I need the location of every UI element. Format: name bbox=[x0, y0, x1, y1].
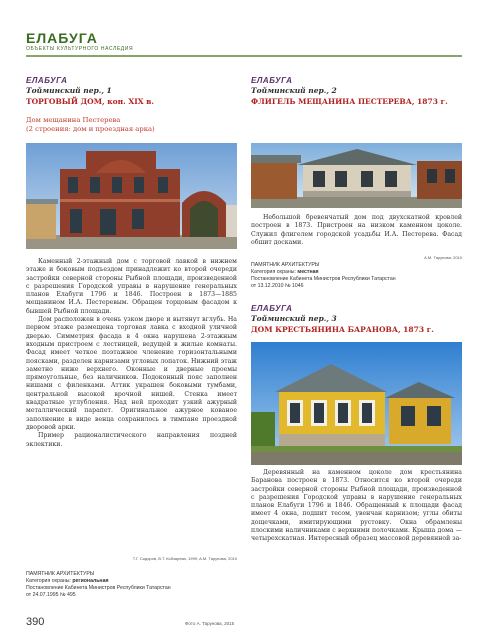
entry1-decree: Постановление Кабинета Министров Республики Татарстан bbox=[26, 585, 171, 591]
entry3-description bbox=[251, 469, 462, 544]
entry2-decree-date: от 13.12.2010 № 1046 bbox=[251, 283, 304, 289]
entry1-street: Тойминский пер., 1 bbox=[26, 86, 112, 95]
entry2-category: местная bbox=[297, 269, 319, 275]
entry1-owner-name: Дом мещанина Пестерева bbox=[26, 116, 121, 124]
entry1-decree-date: от 24.07.1995 № 495 bbox=[26, 592, 76, 598]
header-divider bbox=[26, 55, 462, 57]
entry2-city: ЕЛАБУГА bbox=[251, 76, 293, 85]
entry1-owner-note: (2 строения: дом и проездная арка) bbox=[26, 125, 155, 133]
entry2-category-label: Категория охраны: bbox=[251, 269, 298, 275]
entry1-monument-info bbox=[26, 571, 246, 599]
entry2-street: Тойминский пер., 2 bbox=[251, 86, 337, 95]
entry2-description bbox=[251, 214, 462, 247]
entry2-monument-kind: ПАМЯТНИК АРХИТЕКТУРЫ bbox=[251, 262, 320, 268]
section-title: ЕЛАБУГА bbox=[26, 30, 98, 46]
entry1-credit: Т.Г. Сидоров, В.Т. Кобзарева, 1999; А.М. Тарунова, 2010 bbox=[132, 556, 237, 561]
photo-trading-house bbox=[26, 143, 237, 249]
section-subtitle: ОБЪЕКТЫ КУЛЬТУРНОГО НАСЛЕДИЯ bbox=[26, 46, 134, 52]
page-number: 390 bbox=[26, 616, 45, 628]
entry2-paragraph: Небольшой бревенчатый дом под двухскатной кровлей построен в 1873. Пристроен на низком каменном цоколе. Служил флигелем городской усадьбы И.А. Пестерева. Фасад обшит досками. bbox=[251, 214, 462, 246]
entry1-city: ЕЛАБУГА bbox=[26, 76, 68, 85]
entry1-owner bbox=[26, 116, 155, 134]
entry1-paragraph-3: Пример рационалистического направления поздней эклектики. bbox=[26, 432, 237, 448]
entry3-street: Тойминский пер., 3 bbox=[251, 314, 337, 323]
entry3-name: ДОМ КРЕСТЬЯНИНА БАРАНОВА, 1873 г. bbox=[251, 325, 434, 334]
photo-credit: Фото А. Тарунова, 2015 bbox=[185, 621, 235, 626]
entry3-city: ЕЛАБУГА bbox=[251, 304, 293, 313]
entry2-credit: А.М. Тарунова, 2010 bbox=[424, 255, 462, 260]
entry1-name: ТОРГОВЫЙ ДОМ, кон. XIX в. bbox=[26, 97, 154, 106]
photo-baranov-house bbox=[251, 342, 462, 465]
entry2-monument-info bbox=[251, 262, 466, 290]
photo-wing-building bbox=[251, 143, 462, 208]
entry2-name: ФЛИГЕЛЬ МЕЩАНИНА ПЕСТЕРЕВА, 1873 г. bbox=[251, 97, 448, 106]
entry3-paragraph: Деревянный на каменном цоколе дом крестьянина Баранова построен в 1873. Относится ко второй очереди застройки северной стороны Рыбной площади, произведенной с разрешения Городской управы в нарушение генеральных планов Елабуги 1796 и 1846. Обращенный к площади фасад имеет 4 окна, подшит тесом, увенчан карнизом; углы обиты дощечками, имитирующими рустовку. Окна обрамлены плоскими наличниками с верхними полочками. Крыша дома — четырехскатная. Интересный образец массовой деревянной за- bbox=[251, 469, 462, 543]
entry1-description bbox=[26, 258, 237, 449]
entry1-category-label: Категория охраны: bbox=[26, 578, 73, 584]
entry1-paragraph-1: Каменный 2-этажный дом с торговой лавкой в нижнем этаже и боковым подъездом принадлежит ко второй очереди застройки северной стороны Рыбной площади, произведенной с разрешения Городской управы в нарушение генеральных планов Елабуги 1796 и 1846. Построен в 1873—1885 мещанином И.А. Пестеревым. Обращен торцовым фасадом к бывшей Рыбной площади. bbox=[26, 258, 237, 315]
entry1-paragraph-2: Дом расположен в очень узком дворе и вытянут вглубь. На первом этаже размещена торговая лавка с входной уличной дверью. Симметрия фасада в 4 окна нарушена 2-этажным входным пристроем с лестницей, ведущей в жилые комнаты. Фасад имеет четкое поэтажное членение горизонтальными поясками, разделен карнизами угловых лопаток. Нижний этаж заметно ниже верхнего. Оконные и дверные проемы прямоугольные, без наличников. Подоконный пояс заполнен нишами с филенками. Аттик украшен боковыми тумбами, центральной высокой врочной нишей. Стенка имеет квадратные углубления. Над ней проходит узкий ажурный металлический парапет. Оригинальное ажурное кованое заполнение в виде венца сохранилось в тимпане проездной дворовой арки. bbox=[26, 316, 237, 431]
entry1-category: региональная bbox=[72, 578, 109, 584]
entry1-monument-kind: ПАМЯТНИК АРХИТЕКТУРЫ bbox=[26, 571, 95, 577]
entry2-decree: Постановление Кабинета Министров Республики Татарстан bbox=[251, 276, 396, 282]
